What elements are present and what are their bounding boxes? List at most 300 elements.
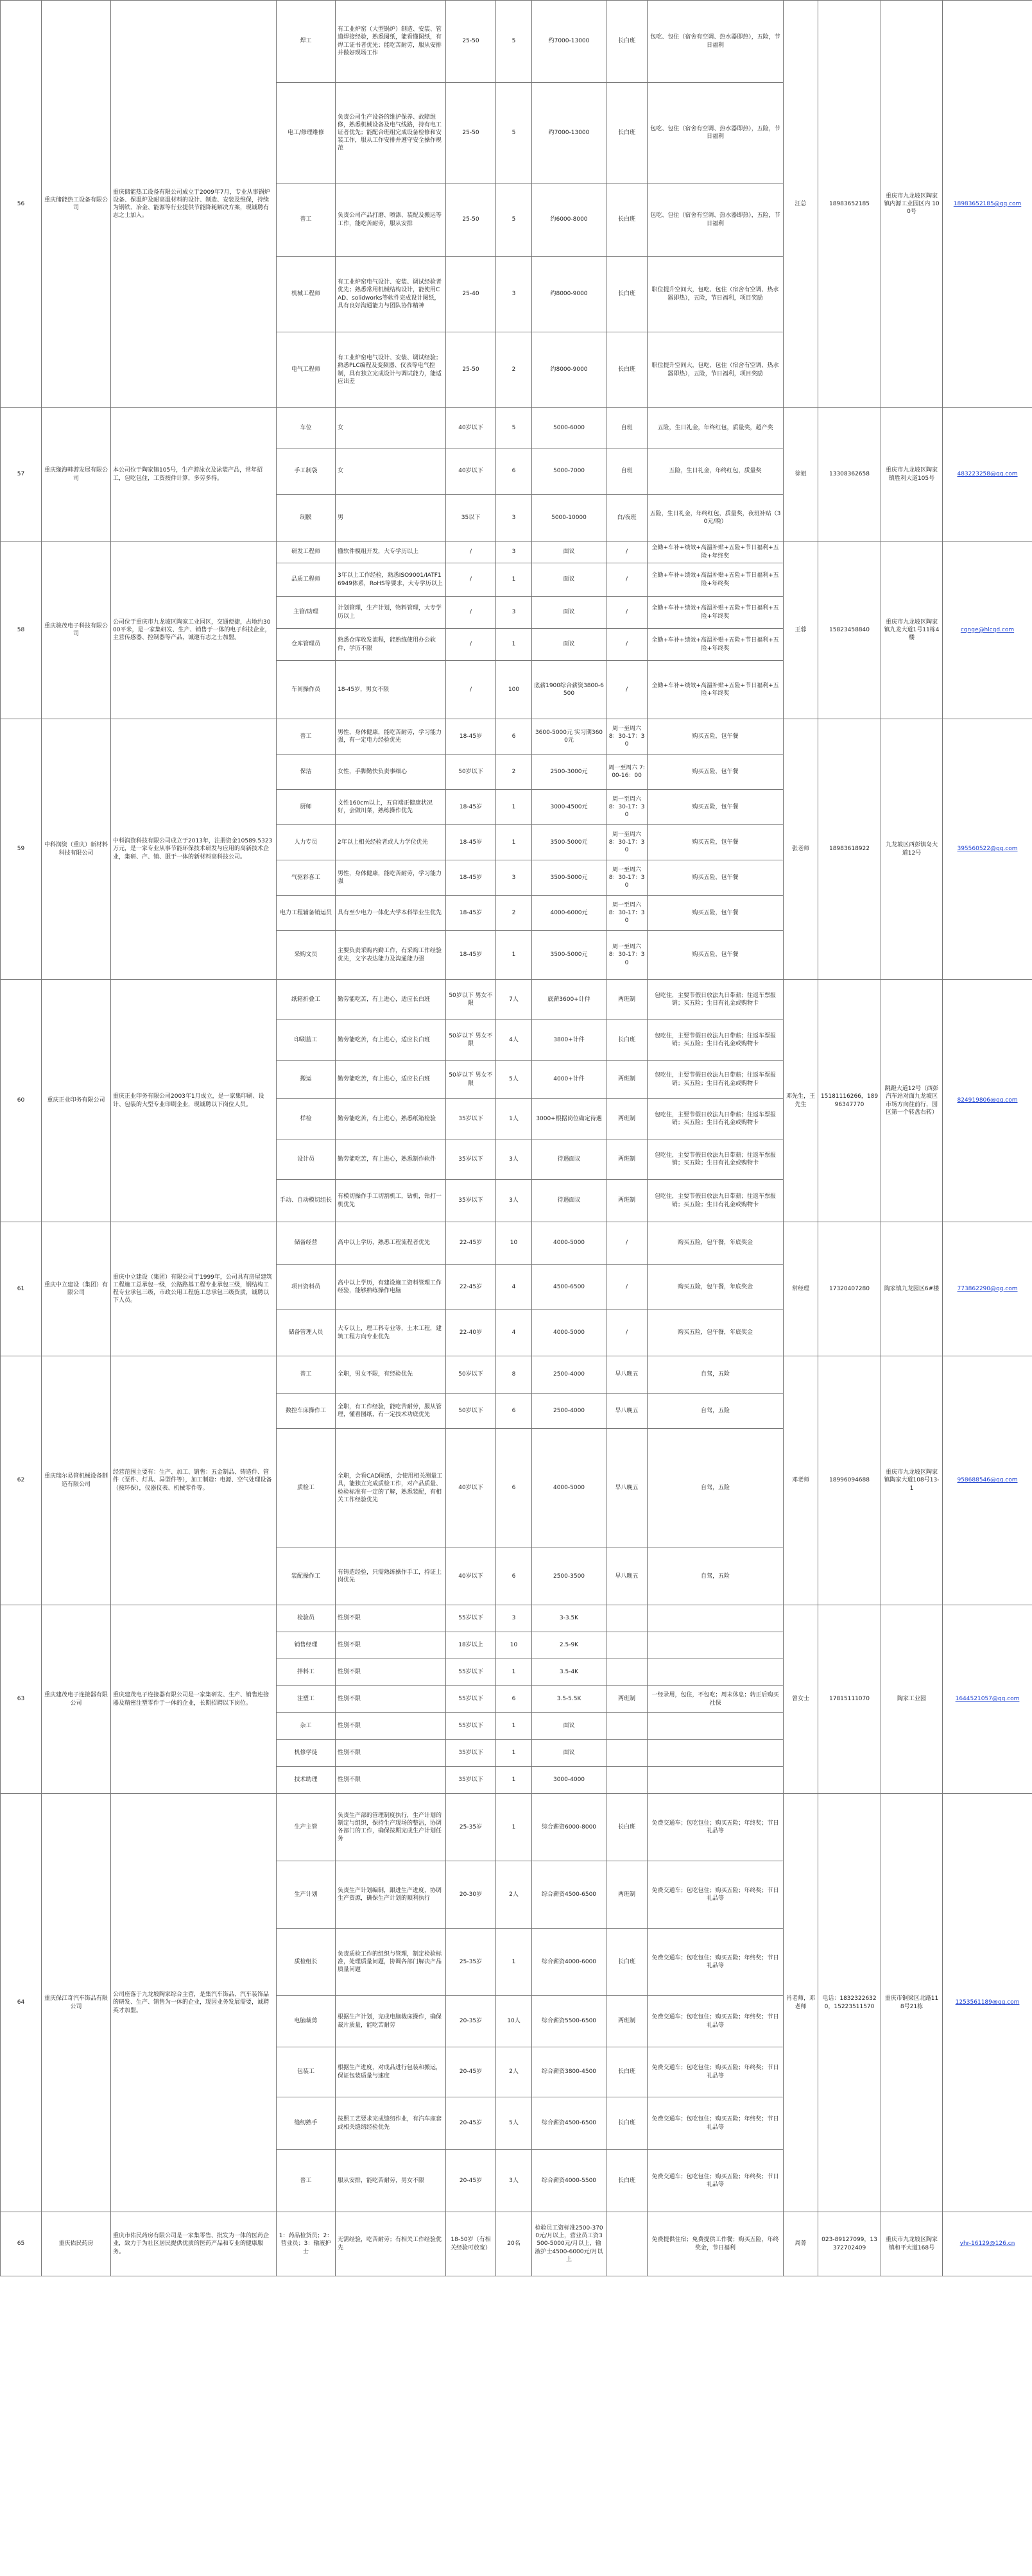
job-headcount: 2人	[496, 2047, 532, 2097]
job-shift: 两班制	[606, 1996, 648, 2047]
job-age: 50岁以下	[446, 1356, 496, 1394]
job-title: 普工	[277, 719, 336, 755]
contact-email-link[interactable]: yhr-16129@126.cn	[943, 2212, 1032, 2276]
job-headcount: 1	[496, 1740, 532, 1767]
job-shift: 两班制	[606, 1686, 648, 1713]
job-title: 普工	[277, 1356, 336, 1394]
job-welfare: 职位提升空间大，包吃、包住（宿舍有空调、热水器即热），五险，节日福利，项目奖励	[648, 332, 784, 408]
job-salary: 综合薪资5500-6500	[532, 1996, 606, 2047]
contact-email-link[interactable]: 1644521057@qq.com	[943, 1605, 1032, 1794]
job-requirements: 有模切操作手工切割机工，钻机，钻打一机优先	[336, 1180, 446, 1222]
job-welfare: 包吃住，主要节假日放法九日带薪；往返车票报销；买五险；生日有礼金或购物卡	[648, 1061, 784, 1099]
job-headcount: 1	[496, 1713, 532, 1740]
job-shift: 两班制	[606, 1861, 648, 1929]
job-welfare	[648, 1659, 784, 1686]
job-shift: /	[606, 1310, 648, 1356]
company-address: 陶家工业园	[881, 1605, 943, 1794]
job-age: 22-45岁	[446, 1265, 496, 1310]
job-headcount: 1	[496, 1767, 532, 1794]
job-shift: /	[606, 1265, 648, 1310]
job-title: 厨师	[277, 790, 336, 825]
job-salary: 4000+计件	[532, 1061, 606, 1099]
job-headcount: 5	[496, 408, 532, 448]
job-requirements: 勤劳能吃苦，有上进心，适应长白班	[336, 1061, 446, 1099]
job-salary: 3500-5000元	[532, 931, 606, 980]
job-welfare: 购买五险，包午餐	[648, 719, 784, 755]
contact-email-link[interactable]: 395560522@qq.com	[943, 719, 1032, 980]
job-requirements: 服从安排，能吃苦耐劳，男女不限	[336, 2150, 446, 2212]
job-age: 18-45岁	[446, 931, 496, 980]
job-headcount: 2	[496, 896, 532, 931]
job-salary: 待遇面议	[532, 1139, 606, 1180]
job-welfare: 自驾，五险	[648, 1429, 784, 1548]
job-headcount: 1	[496, 1929, 532, 1996]
job-requirements: 负责生产计划编制，跟进生产进度，协调生产资源，确保生产计划的顺利执行	[336, 1861, 446, 1929]
job-requirements: 女	[336, 448, 446, 495]
contact-email-link[interactable]: cqnge@hlcqd.com	[943, 542, 1032, 719]
job-title: 电工/修理维修	[277, 83, 336, 183]
job-salary: 待遇面议	[532, 1180, 606, 1222]
company-address: 重庆市铜梁区北路118号21栋	[881, 1794, 943, 2212]
job-title: 生产主管	[277, 1794, 336, 1861]
job-headcount: 4	[496, 1265, 532, 1310]
contact-phone: 13308362658	[818, 408, 881, 542]
job-headcount: 3	[496, 1605, 532, 1632]
job-age: 25-40	[446, 257, 496, 332]
job-welfare: 包吃、包住（宿舍有空调、热水器即热），五险，节日福利	[648, 183, 784, 257]
job-welfare: 免费交通车；包吃包住；购买五险；年终奖；节日礼品等	[648, 1929, 784, 1996]
job-headcount: 3人	[496, 1139, 532, 1180]
job-shift: /	[606, 597, 648, 629]
contact-email-link[interactable]: 483223258@qq.com	[943, 408, 1032, 542]
job-shift: 两班制	[606, 1061, 648, 1099]
job-shift: 两班制	[606, 1139, 648, 1180]
table-row	[1, 1356, 1032, 1394]
job-welfare: 购买五险，包午餐	[648, 790, 784, 825]
job-headcount: 1	[496, 629, 532, 661]
job-salary: 综合薪资6000-8000	[532, 1794, 606, 1861]
job-salary: 面议	[532, 1740, 606, 1767]
job-title: 车间操作员	[277, 661, 336, 719]
job-salary: 3500-5000元	[532, 825, 606, 860]
job-welfare: 购买五险，包午餐	[648, 825, 784, 860]
job-requirements: 高中以上学历，有建设施工资料管理工作经验，能够熟练操作电脑	[336, 1265, 446, 1310]
company-intro: 本公司位于陶家镇105号，生产游泳衣及泳装产品，常年招工，包吃包住，工资按件计算，多劳多得。	[111, 408, 277, 542]
job-requirements: 女	[336, 408, 446, 448]
company-intro: 重庆中立建设（集团）有限公司于1999年，公司具有房屋建筑工程施工总承包一级，公路路基工程专业承包三级，钢结构工程专业承包三级，市政公用工程施工总承包三级资质，诚聘以下人员。	[111, 1222, 277, 1356]
job-age: 25-50	[446, 1, 496, 83]
contact-email-link[interactable]: 958688546@qq.com	[943, 1356, 1032, 1605]
contact-email-link[interactable]: 824919806@qq.com	[943, 980, 1032, 1222]
company-intro: 重庆正业印务有限公司2003年1月成立，是一家集印刷、设计、包装的大型专业印刷企业，现诚聘以下岗位人员。	[111, 980, 277, 1222]
job-salary: 4000-6000元	[532, 896, 606, 931]
contact-phone: 15823458840	[818, 542, 881, 719]
job-salary: 约7000-13000	[532, 1, 606, 83]
job-headcount: 6	[496, 1394, 532, 1429]
job-salary: 综合薪资4500-6500	[532, 1861, 606, 1929]
job-age: 55岁以下	[446, 1686, 496, 1713]
job-title: 电脑裁剪	[277, 1996, 336, 2047]
job-requirements: 性别不限	[336, 1713, 446, 1740]
contact-person: 邓先生，王先生	[784, 980, 818, 1222]
company-number: 58	[1, 542, 42, 719]
job-salary: 3.5-4K	[532, 1659, 606, 1686]
job-age: 50岁以下	[446, 755, 496, 790]
job-title: 品质工程师	[277, 563, 336, 597]
job-age: /	[446, 629, 496, 661]
job-age: 50岁以下 男女不限	[446, 1020, 496, 1061]
job-title: 数控车床操作工	[277, 1394, 336, 1429]
contact-phone: 17320407280	[818, 1222, 881, 1356]
company-number: 59	[1, 719, 42, 980]
job-headcount: 20名	[496, 2212, 532, 2276]
job-shift: 周一至周六 8：30-17：30	[606, 825, 648, 860]
contact-phone: 023-89127099，13372702409	[818, 2212, 881, 2276]
job-shift	[606, 1713, 648, 1740]
job-title: 技术助理	[277, 1767, 336, 1794]
job-shift	[606, 2212, 648, 2276]
job-requirements: 性别不限	[336, 1740, 446, 1767]
job-headcount: 3	[496, 597, 532, 629]
job-requirements: 勤劳能吃苦，有上进心，熟悉制作软件	[336, 1139, 446, 1180]
job-age: 22-40岁	[446, 1310, 496, 1356]
contact-email-link[interactable]: 18983652185@qq.com	[943, 1, 1032, 408]
company-intro: 经营范围主要有：生产、加工、销售：五金制品、铸造件、管件（泵件、灯具、异型件等），加工制造：电源、空气处理设备（按环保），仪器仪表、机械零件等。	[111, 1356, 277, 1605]
job-age: 40岁以下	[446, 1429, 496, 1548]
job-requirements: 文性160cm以上，五官端正健康状况好，会做川菜，熟练操作优先	[336, 790, 446, 825]
job-headcount: 6	[496, 719, 532, 755]
job-salary: 4000-5000	[532, 1310, 606, 1356]
company-address: 九龙坡区西彭镇岛大道12号	[881, 719, 943, 980]
job-salary: 3500-5000元	[532, 860, 606, 896]
job-title: 搬运	[277, 1061, 336, 1099]
job-age: 50岁以下 男女不限	[446, 1061, 496, 1099]
job-title: 气驱彩喜工	[277, 860, 336, 896]
job-shift: 两班制	[606, 1099, 648, 1139]
job-salary: 4000-5000	[532, 1429, 606, 1548]
job-headcount: 5人	[496, 1061, 532, 1099]
job-title: 1：药品检货员；2：营业员；3：输液护士	[277, 2212, 336, 2276]
job-title: 设计员	[277, 1139, 336, 1180]
job-shift: 长白班	[606, 257, 648, 332]
company-address: 陶家镇九龙园区6#楼	[881, 1222, 943, 1356]
job-salary: 检验员工资标准2500-3700元/月以上，营业员工资3500-5000元/月以上，输液护士4500-6000元/月以上	[532, 2212, 606, 2276]
contact-phone: 18996094688	[818, 1356, 881, 1605]
job-requirements: 负责公司生产设备的维护保养、故障维修，熟悉机械设备及电气线路，持有电工证者优先；能配合班组完成设备检修和安装工作，服从工作安排并遵守安全操作规范	[336, 83, 446, 183]
table-row	[1, 980, 1032, 1020]
company-name: 重庆储能热工设备有限公司	[42, 1, 111, 408]
job-age: 18岁以上	[446, 1632, 496, 1659]
job-welfare: 全勤+车补+绩效+高温补贴+五险+节日福利+五险+年终奖	[648, 629, 784, 661]
job-age: 35岁以下	[446, 1180, 496, 1222]
job-welfare: 购买五险，包午餐，年底奖金	[648, 1222, 784, 1265]
job-age: 18-45岁	[446, 825, 496, 860]
job-headcount: 4人	[496, 1020, 532, 1061]
job-requirements: 无需经验，吃苦耐劳；有相关工作经验优先	[336, 2212, 446, 2276]
job-requirements: 勤劳能吃苦，有上进心，适应长白班	[336, 1020, 446, 1061]
job-age: /	[446, 597, 496, 629]
job-headcount: 10	[496, 1222, 532, 1265]
job-welfare: 职位提升空间大，包吃、包住（宿舍有空调、热水器即热），五险，节日福利，项目奖励	[648, 257, 784, 332]
company-address: 跳蹬大道12号（西彭汽车站对面九龙坡区市场方向往前行，园区第一个转盘右转）	[881, 980, 943, 1222]
contact-person: 徐姐	[784, 408, 818, 542]
job-title: 储备经营	[277, 1222, 336, 1265]
job-welfare: 购买五险，包午餐	[648, 755, 784, 790]
job-requirements: 具有至少电力一体化大学本科毕业生优先	[336, 896, 446, 931]
job-age: 55岁以下	[446, 1659, 496, 1686]
job-title: 仓库管理员	[277, 629, 336, 661]
job-title: 普工	[277, 183, 336, 257]
job-headcount: 7人	[496, 980, 532, 1020]
job-requirements: 男性，身体健康，能吃苦耐劳，学习能力强	[336, 860, 446, 896]
job-shift	[606, 1632, 648, 1659]
job-requirements: 有工业炉窑（大型锅炉）制造、安装、管道焊接经验，熟悉图纸，能看懂图纸，有焊工证书者优先；能吃苦耐劳，服从安排并做好现场工作	[336, 1, 446, 83]
job-salary: 3-3.5K	[532, 1605, 606, 1632]
job-shift: 长白班	[606, 332, 648, 408]
job-welfare: 包吃住，主要节假日放法九日带薪；往返车票报销；买五险；生日有礼金或购物卡	[648, 980, 784, 1020]
company-name: 重庆缘海韩游发展有限公司	[42, 408, 111, 542]
job-title: 电力工程辅备销运员	[277, 896, 336, 931]
job-requirements: 全职，有工作经验，能吃苦耐劳，服从管理，懂看图纸，有一定技术功底优先	[336, 1394, 446, 1429]
job-headcount: 5	[496, 183, 532, 257]
job-shift: 长白班	[606, 83, 648, 183]
job-title: 质检组长	[277, 1929, 336, 1996]
job-age: 18-45岁	[446, 896, 496, 931]
job-welfare: 自驾，五险	[648, 1356, 784, 1394]
job-welfare: 五险，生日礼金，年终红包，质量奖，夜班补贴（30元/晚）	[648, 495, 784, 542]
contact-person: 邓老师	[784, 1356, 818, 1605]
job-title: 检验员	[277, 1605, 336, 1632]
job-age: /	[446, 542, 496, 563]
job-requirements: 负责公司产品打磨、喷漆、装配及搬运等工作，能吃苦耐劳，服从安排	[336, 183, 446, 257]
table-row	[1, 719, 1032, 755]
job-salary: 3000+根据岗位确定待遇	[532, 1099, 606, 1139]
job-requirements: 负责质检工作的组织与管理，制定检验标准，处理质量问题，协调各部门解决产品质量问题	[336, 1929, 446, 1996]
job-requirements: 有铸造经验，只需熟练操作手工，持证上岗优先	[336, 1548, 446, 1605]
job-welfare: 免费交通车；包吃包住；购买五险；年终奖；节日礼品等	[648, 2047, 784, 2097]
job-shift: 长白班	[606, 183, 648, 257]
job-headcount: 2	[496, 755, 532, 790]
job-requirements: 性别不限	[336, 1605, 446, 1632]
job-requirements: 2年以上相关经验者或人力学位优先	[336, 825, 446, 860]
job-headcount: 5	[496, 1, 532, 83]
job-salary: 面议	[532, 597, 606, 629]
company-name: 重庆骏茂电子科技有限公司	[42, 542, 111, 719]
job-requirements: 性别不限	[336, 1659, 446, 1686]
job-title: 主管/助理	[277, 597, 336, 629]
job-headcount: 1	[496, 1659, 532, 1686]
job-shift: 自班	[606, 448, 648, 495]
contact-person: 周菁	[784, 2212, 818, 2276]
company-number: 56	[1, 1, 42, 408]
job-age: 35岁以下	[446, 1767, 496, 1794]
job-age: 20-45岁	[446, 2047, 496, 2097]
job-title: 包装工	[277, 2047, 336, 2097]
job-shift: 早八晚五	[606, 1429, 648, 1548]
job-headcount: 5人	[496, 2097, 532, 2150]
job-headcount: 10	[496, 1632, 532, 1659]
job-salary: 底薪3600+计件	[532, 980, 606, 1020]
job-salary: 5000-7000	[532, 448, 606, 495]
job-welfare: 免费提供住宿；免费提供工作餐；购买五险，年终奖金，节日福利	[648, 2212, 784, 2276]
company-number: 62	[1, 1356, 42, 1605]
job-headcount: 6	[496, 1548, 532, 1605]
job-headcount: 6	[496, 1429, 532, 1548]
job-welfare	[648, 1713, 784, 1740]
job-welfare: 免费交通车；包吃包住；购买五险；年终奖；节日礼品等	[648, 2097, 784, 2150]
job-welfare: 包吃、包住（宿舍有空调、热水器即热），五险，节日福利	[648, 83, 784, 183]
contact-person: 汪总	[784, 1, 818, 408]
contact-phone: 18983652185	[818, 1, 881, 408]
job-title: 缝纫熟手	[277, 2097, 336, 2150]
job-age: 40岁以下	[446, 1548, 496, 1605]
job-rows	[1, 1, 1032, 2276]
job-headcount: 3	[496, 542, 532, 563]
job-title: 普工	[277, 2150, 336, 2212]
job-shift: 两班制	[606, 1180, 648, 1222]
job-salary: 2500-4000	[532, 1394, 606, 1429]
company-intro: 重庆市佑民药房有限公司是一家集零售、批发为一体的医药企业，致力于为社区居民提供优质的医药产品和专业的健康服务。	[111, 2212, 277, 2276]
job-welfare	[648, 1767, 784, 1794]
job-title: 车位	[277, 408, 336, 448]
job-salary: 约8000-9000	[532, 257, 606, 332]
job-welfare: 包吃住，主要节假日放法九日带薪；往返车票报销；买五险；生日有礼金或购物卡	[648, 1139, 784, 1180]
job-welfare: 全勤+车补+绩效+高温补贴+五险+节日福利+五险+年终奖	[648, 597, 784, 629]
job-headcount: 1	[496, 563, 532, 597]
job-salary: 2500-3500	[532, 1548, 606, 1605]
job-headcount: 1人	[496, 1099, 532, 1139]
job-headcount: 100	[496, 661, 532, 719]
job-requirements: 有工业炉窑电气设计、安装、调试经验；熟悉PLC编程及变频器、仪表等电气控制，具有独立完成设计与调试能力，能适应出差	[336, 332, 446, 408]
job-age: 50岁以下 男女不限	[446, 980, 496, 1020]
table-row	[1, 1222, 1032, 1265]
job-age: 22-45岁	[446, 1222, 496, 1265]
job-welfare: 全勤+车补+绩效+高温补贴+五险+节日福利+五险+年终奖	[648, 563, 784, 597]
company-address: 重庆市九龙坡区陶家镇九龙大道1号11栋4楼	[881, 542, 943, 719]
job-salary: 综合薪资4000-6000	[532, 1929, 606, 1996]
company-number: 64	[1, 1794, 42, 2212]
job-age: 35岁以下	[446, 1139, 496, 1180]
job-requirements: 根据生产计划，完成电脑裁床操作，确保裁片质量，能吃苦耐劳	[336, 1996, 446, 2047]
company-name: 重庆保江奇汽车饰品有限公司	[42, 1794, 111, 2212]
contact-person: 肖老师，邓老师	[784, 1794, 818, 2212]
job-title: 印刷蓝工	[277, 1020, 336, 1061]
job-age: /	[446, 661, 496, 719]
company-intro: 公司位于重庆市九龙坡区陶家工业园区，交通便捷，占地约3000平米，是一家集研发、生产、销售于一体的电子科技企业，主营传感器、控制器等产品，诚邀有志之士加盟。	[111, 542, 277, 719]
job-title: 人力专员	[277, 825, 336, 860]
job-welfare: 免费交通车；包吃包住；购买五险；年终奖；节日礼品等	[648, 2150, 784, 2212]
job-headcount: 4	[496, 1310, 532, 1356]
job-shift: 长白班	[606, 2150, 648, 2212]
job-headcount: 3	[496, 495, 532, 542]
company-address: 重庆市九龙坡区陶家镇陶家大道108号13-1	[881, 1356, 943, 1605]
job-title: 机械工程师	[277, 257, 336, 332]
job-welfare	[648, 1740, 784, 1767]
job-requirements: 男	[336, 495, 446, 542]
job-welfare: 购买五险，包午餐	[648, 860, 784, 896]
job-welfare: 一经录用，包住，不包吃；周末休息；转正后购买社保	[648, 1686, 784, 1713]
job-welfare: 包吃住，主要节假日放法九日带薪；往返车票报销；买五险；生日有礼金或购物卡	[648, 1099, 784, 1139]
table-row	[1, 408, 1032, 448]
job-age: 20-45岁	[446, 2150, 496, 2212]
job-welfare: 全勤+车补+绩效+高温补贴+五险+节日福利+五险+年终奖	[648, 542, 784, 563]
table-row	[1, 1605, 1032, 1632]
contact-email-link[interactable]: 1253561189@qq.com	[943, 1794, 1032, 2212]
job-welfare: 五险，生日礼金，年终红包，质量奖	[648, 448, 784, 495]
job-salary: 2500-3000元	[532, 755, 606, 790]
job-requirements: 大专以上，理工科专业等，土木工程，建筑工程方向专业优先	[336, 1310, 446, 1356]
job-salary: 约8000-9000	[532, 332, 606, 408]
job-requirements: 有工业炉窑电气设计、安装、调试经验者优先；熟悉常用机械结构设计，能使用CAD、solidworks等软件完成设计图纸，具有良好沟通能力与团队协作精神	[336, 257, 446, 332]
job-requirements: 按照工艺要求完成缝纫作业，有汽车座套或相关缝纫经验优先	[336, 2097, 446, 2150]
job-salary: 约6000-8000	[532, 183, 606, 257]
job-shift	[606, 1659, 648, 1686]
job-requirements: 性别不限	[336, 1686, 446, 1713]
job-welfare: 购买五险，包午餐	[648, 931, 784, 980]
job-requirements: 高中以上学历，熟悉工程流程者优先	[336, 1222, 446, 1265]
job-headcount: 1	[496, 790, 532, 825]
job-title: 项目资料员	[277, 1265, 336, 1310]
job-age: 20-30岁	[446, 1861, 496, 1929]
job-salary: 3.5-5.5K	[532, 1686, 606, 1713]
job-shift	[606, 1605, 648, 1632]
job-title: 制膜	[277, 495, 336, 542]
job-welfare: 全勤+车补+绩效+高温补贴+五险+节日福利+五险+年终奖	[648, 661, 784, 719]
job-requirements: 熟悉仓库收发流程，能熟练使用办公软件，学历不限	[336, 629, 446, 661]
job-age: 35岁以下	[446, 1740, 496, 1767]
job-shift: 周一至周六 8：30-17：30	[606, 896, 648, 931]
company-name: 重庆佑民药房	[42, 2212, 111, 2276]
contact-person: 张老师	[784, 719, 818, 980]
job-welfare: 免费交通车；包吃包住；购买五险；年终奖；节日礼品等	[648, 1794, 784, 1861]
job-shift: 早八晚五	[606, 1394, 648, 1429]
job-age: 25-35岁	[446, 1929, 496, 1996]
job-shift: 自班	[606, 408, 648, 448]
job-shift: 早八晚五	[606, 1356, 648, 1394]
job-age: 55岁以下	[446, 1605, 496, 1632]
contact-person: 常经理	[784, 1222, 818, 1356]
job-shift: 长白班	[606, 1794, 648, 1861]
job-shift: 长白班	[606, 2047, 648, 2097]
job-salary: 面议	[532, 1713, 606, 1740]
job-welfare: 包吃住，主要节假日放法九日带薪；往返车票报销；买五险；生日有礼金或购物卡	[648, 1180, 784, 1222]
job-title: 手工制袋	[277, 448, 336, 495]
job-title: 研发工程师	[277, 542, 336, 563]
job-shift: 周一至周六 7:00-16：00	[606, 755, 648, 790]
job-shift: /	[606, 661, 648, 719]
job-requirements: 主要负责采购内勤工作，有采购工作经验优先，文字表达能力及沟通能力强	[336, 931, 446, 980]
job-requirements: 性别不限	[336, 1632, 446, 1659]
job-welfare: 自驾，五险	[648, 1548, 784, 1605]
job-headcount: 6	[496, 448, 532, 495]
job-salary: 2500-4000	[532, 1356, 606, 1394]
company-intro: 重庆建茂电子连接器有限公司是一家集研发、生产、销售连接器及精密注塑零件于一体的企业，长期招聘以下岗位。	[111, 1605, 277, 1794]
job-shift: 周一至周六 8：30-17：30	[606, 860, 648, 896]
job-headcount: 3人	[496, 2150, 532, 2212]
job-title: 拌料工	[277, 1659, 336, 1686]
job-requirements: 计划管理，生产计划，物料管理，大专学历以上	[336, 597, 446, 629]
job-headcount: 2人	[496, 1861, 532, 1929]
company-number: 61	[1, 1222, 42, 1356]
job-requirements: 男性，身体健康，能吃苦耐劳，学习能力强，有一定电力经验优先	[336, 719, 446, 755]
job-requirements: 全职，男女不限，有经验优先	[336, 1356, 446, 1394]
contact-email-link[interactable]: 773862290@qq.com	[943, 1222, 1032, 1356]
job-shift: 白/夜班	[606, 495, 648, 542]
company-intro: 重庆储能热工设备有限公司成立于2009年7月，专业从事锅炉设备、保温炉及耐高温材料的设计、制造、安装及维保，持续为钢铁、冶金、能源等行业提供节能降耗解决方案，现诚聘有志之士加入。	[111, 1, 277, 408]
job-salary: 面议	[532, 629, 606, 661]
company-address: 重庆市九龙坡区陶家镇内源工业园区内 100号	[881, 1, 943, 408]
job-title: 质检工	[277, 1429, 336, 1548]
